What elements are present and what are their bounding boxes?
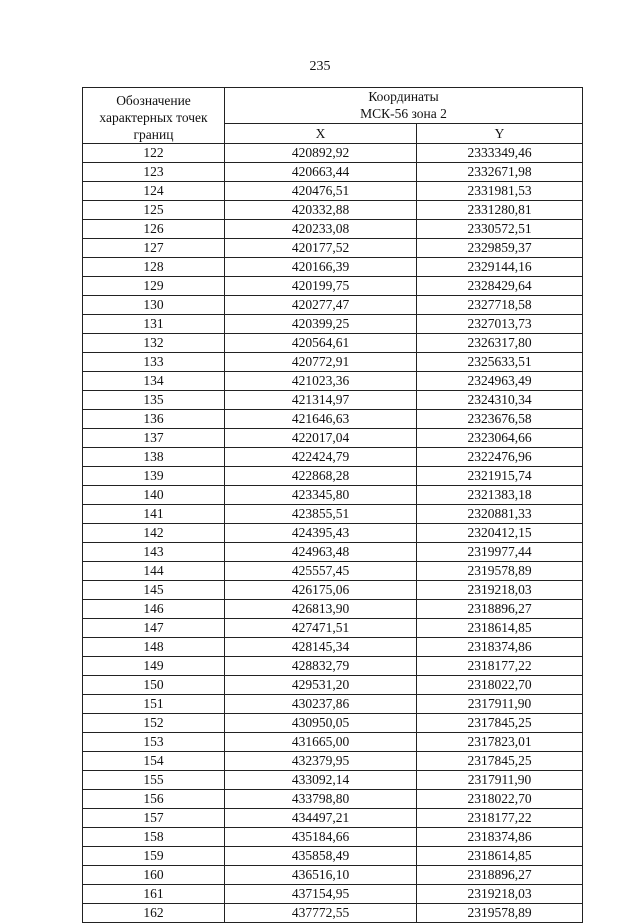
table-row: [83, 410, 583, 429]
table-row: [83, 619, 583, 638]
cell-y: 2319218,03: [417, 885, 583, 904]
cell-y: 2324963,49: [417, 372, 583, 391]
cell-y: 2322476,96: [417, 448, 583, 467]
cell-point-id: 135: [83, 391, 225, 410]
cell-point-id: 149: [83, 657, 225, 676]
cell-y: 2317845,25: [417, 752, 583, 771]
header-y: Y: [417, 123, 583, 143]
table-row: [83, 220, 583, 239]
table-row: [83, 866, 583, 885]
cell-point-id: 130: [83, 296, 225, 315]
cell-y: 2329144,16: [417, 258, 583, 277]
table-row: [83, 676, 583, 695]
table-row: [83, 239, 583, 258]
header-point-line: границ: [133, 127, 174, 142]
cell-point-id: 131: [83, 315, 225, 334]
cell-point-id: 156: [83, 790, 225, 809]
cell-y: 2323064,66: [417, 429, 583, 448]
cell-point-id: 151: [83, 695, 225, 714]
cell-x: 420772,91: [225, 353, 417, 372]
cell-x: 433798,80: [225, 790, 417, 809]
cell-point-id: 124: [83, 182, 225, 201]
cell-y: 2320412,15: [417, 524, 583, 543]
table-row: [83, 543, 583, 562]
table-row: [83, 505, 583, 524]
cell-y: 2319578,89: [417, 562, 583, 581]
cell-x: 425557,45: [225, 562, 417, 581]
table-body: [83, 144, 583, 923]
cell-point-id: 143: [83, 543, 225, 562]
table-row: [83, 524, 583, 543]
cell-point-id: 154: [83, 752, 225, 771]
table-row: [83, 353, 583, 372]
cell-y: 2321915,74: [417, 467, 583, 486]
header-coords-line: Координаты: [368, 89, 439, 105]
cell-x: 420399,25: [225, 315, 417, 334]
cell-point-id: 128: [83, 258, 225, 277]
cell-x: 428145,34: [225, 638, 417, 657]
table-row: [83, 277, 583, 296]
table-row: [83, 372, 583, 391]
header-coords-line: МСК-56 зона 2: [360, 106, 447, 122]
cell-x: 421023,36: [225, 372, 417, 391]
cell-point-id: 133: [83, 353, 225, 372]
cell-y: 2327013,73: [417, 315, 583, 334]
table-row: [83, 600, 583, 619]
cell-y: 2318022,70: [417, 790, 583, 809]
table-row: [83, 163, 583, 182]
cell-y: 2318177,22: [417, 657, 583, 676]
cell-y: 2318177,22: [417, 809, 583, 828]
cell-point-id: 162: [83, 904, 225, 923]
cell-x: 420277,47: [225, 296, 417, 315]
cell-y: 2318374,86: [417, 828, 583, 847]
cell-x: 428832,79: [225, 657, 417, 676]
cell-y: 2318896,27: [417, 600, 583, 619]
table-row: [83, 790, 583, 809]
table-row: [83, 657, 583, 676]
cell-point-id: 125: [83, 201, 225, 220]
cell-point-id: 136: [83, 410, 225, 429]
cell-y: 2327718,58: [417, 296, 583, 315]
cell-point-id: 155: [83, 771, 225, 790]
cell-x: 429531,20: [225, 676, 417, 695]
cell-point-id: 123: [83, 163, 225, 182]
cell-y: 2318374,86: [417, 638, 583, 657]
table-row: [83, 733, 583, 752]
cell-point-id: 160: [83, 866, 225, 885]
cell-point-id: 134: [83, 372, 225, 391]
cell-y: 2319218,03: [417, 581, 583, 600]
cell-x: 430237,86: [225, 695, 417, 714]
header-coordinates: [225, 88, 583, 124]
cell-y: 2323676,58: [417, 410, 583, 429]
table-row: [83, 714, 583, 733]
table-row: [83, 334, 583, 353]
cell-point-id: 138: [83, 448, 225, 467]
cell-x: 423345,80: [225, 486, 417, 505]
cell-y: 2320881,33: [417, 505, 583, 524]
cell-x: 422424,79: [225, 448, 417, 467]
cell-y: 2328429,64: [417, 277, 583, 296]
cell-x: 420663,44: [225, 163, 417, 182]
cell-x: 424395,43: [225, 524, 417, 543]
cell-x: 430950,05: [225, 714, 417, 733]
table-row: [83, 885, 583, 904]
cell-point-id: 129: [83, 277, 225, 296]
cell-y: 2333349,46: [417, 144, 583, 163]
cell-point-id: 139: [83, 467, 225, 486]
table-row: [83, 467, 583, 486]
cell-x: 420199,75: [225, 277, 417, 296]
cell-point-id: 148: [83, 638, 225, 657]
cell-y: 2317911,90: [417, 771, 583, 790]
cell-point-id: 132: [83, 334, 225, 353]
cell-x: 420177,52: [225, 239, 417, 258]
cell-y: 2331981,53: [417, 182, 583, 201]
cell-x: 420332,88: [225, 201, 417, 220]
cell-x: 433092,14: [225, 771, 417, 790]
cell-y: 2319578,89: [417, 904, 583, 923]
cell-point-id: 157: [83, 809, 225, 828]
table-row: [83, 828, 583, 847]
table-row: [83, 562, 583, 581]
table-row: [83, 581, 583, 600]
cell-x: 437772,55: [225, 904, 417, 923]
cell-y: 2329859,37: [417, 239, 583, 258]
cell-x: 435184,66: [225, 828, 417, 847]
table-row: [83, 201, 583, 220]
table-row: [83, 429, 583, 448]
cell-x: 420892,92: [225, 144, 417, 163]
cell-point-id: 137: [83, 429, 225, 448]
table-row: [83, 809, 583, 828]
cell-y: 2324310,34: [417, 391, 583, 410]
cell-y: 2319977,44: [417, 543, 583, 562]
cell-x: 422017,04: [225, 429, 417, 448]
cell-y: 2318614,85: [417, 619, 583, 638]
header-point-line: характерных точек: [99, 110, 208, 125]
table-row: [83, 771, 583, 790]
cell-x: 432379,95: [225, 752, 417, 771]
cell-x: 434497,21: [225, 809, 417, 828]
cell-x: 431665,00: [225, 733, 417, 752]
cell-point-id: 144: [83, 562, 225, 581]
table-row: [83, 182, 583, 201]
cell-point-id: 158: [83, 828, 225, 847]
cell-point-id: 153: [83, 733, 225, 752]
cell-point-id: 152: [83, 714, 225, 733]
cell-x: 437154,95: [225, 885, 417, 904]
cell-y: 2331280,81: [417, 201, 583, 220]
table-row: [83, 904, 583, 923]
cell-y: 2317911,90: [417, 695, 583, 714]
cell-point-id: 145: [83, 581, 225, 600]
table-row: [83, 258, 583, 277]
cell-y: 2326317,80: [417, 334, 583, 353]
cell-point-id: 161: [83, 885, 225, 904]
cell-point-id: 122: [83, 144, 225, 163]
cell-y: 2321383,18: [417, 486, 583, 505]
table-row: [83, 752, 583, 771]
cell-point-id: 127: [83, 239, 225, 258]
table-row: [83, 391, 583, 410]
table-header: [83, 88, 583, 144]
header-point-line: Обозначение: [116, 93, 191, 108]
table-row: [83, 486, 583, 505]
cell-x: 421646,63: [225, 410, 417, 429]
cell-x: 436516,10: [225, 866, 417, 885]
cell-x: 421314,97: [225, 391, 417, 410]
table-row: [83, 847, 583, 866]
header-point-designation: [83, 88, 225, 144]
table-row: [83, 448, 583, 467]
cell-y: 2318614,85: [417, 847, 583, 866]
cell-y: 2318022,70: [417, 676, 583, 695]
cell-x: 423855,51: [225, 505, 417, 524]
cell-y: 2317823,01: [417, 733, 583, 752]
cell-point-id: 142: [83, 524, 225, 543]
cell-point-id: 159: [83, 847, 225, 866]
table-row: [83, 144, 583, 163]
cell-x: 435858,49: [225, 847, 417, 866]
cell-y: 2325633,51: [417, 353, 583, 372]
table-row: [83, 296, 583, 315]
header-x: X: [225, 123, 417, 143]
cell-point-id: 126: [83, 220, 225, 239]
cell-point-id: 140: [83, 486, 225, 505]
cell-point-id: 150: [83, 676, 225, 695]
cell-x: 427471,51: [225, 619, 417, 638]
cell-point-id: 147: [83, 619, 225, 638]
cell-y: 2332671,98: [417, 163, 583, 182]
cell-x: 420233,08: [225, 220, 417, 239]
cell-x: 424963,48: [225, 543, 417, 562]
table-row: [83, 315, 583, 334]
cell-x: 420476,51: [225, 182, 417, 201]
cell-x: 420564,61: [225, 334, 417, 353]
page-number: 235: [309, 59, 331, 74]
cell-x: 422868,28: [225, 467, 417, 486]
cell-y: 2317845,25: [417, 714, 583, 733]
cell-y: 2318896,27: [417, 866, 583, 885]
cell-x: 420166,39: [225, 258, 417, 277]
table-row: [83, 638, 583, 657]
cell-y: 2330572,51: [417, 220, 583, 239]
cell-point-id: 146: [83, 600, 225, 619]
cell-x: 426175,06: [225, 581, 417, 600]
cell-point-id: 141: [83, 505, 225, 524]
cell-x: 426813,90: [225, 600, 417, 619]
coordinates-table: [82, 87, 583, 923]
table-row: [83, 695, 583, 714]
